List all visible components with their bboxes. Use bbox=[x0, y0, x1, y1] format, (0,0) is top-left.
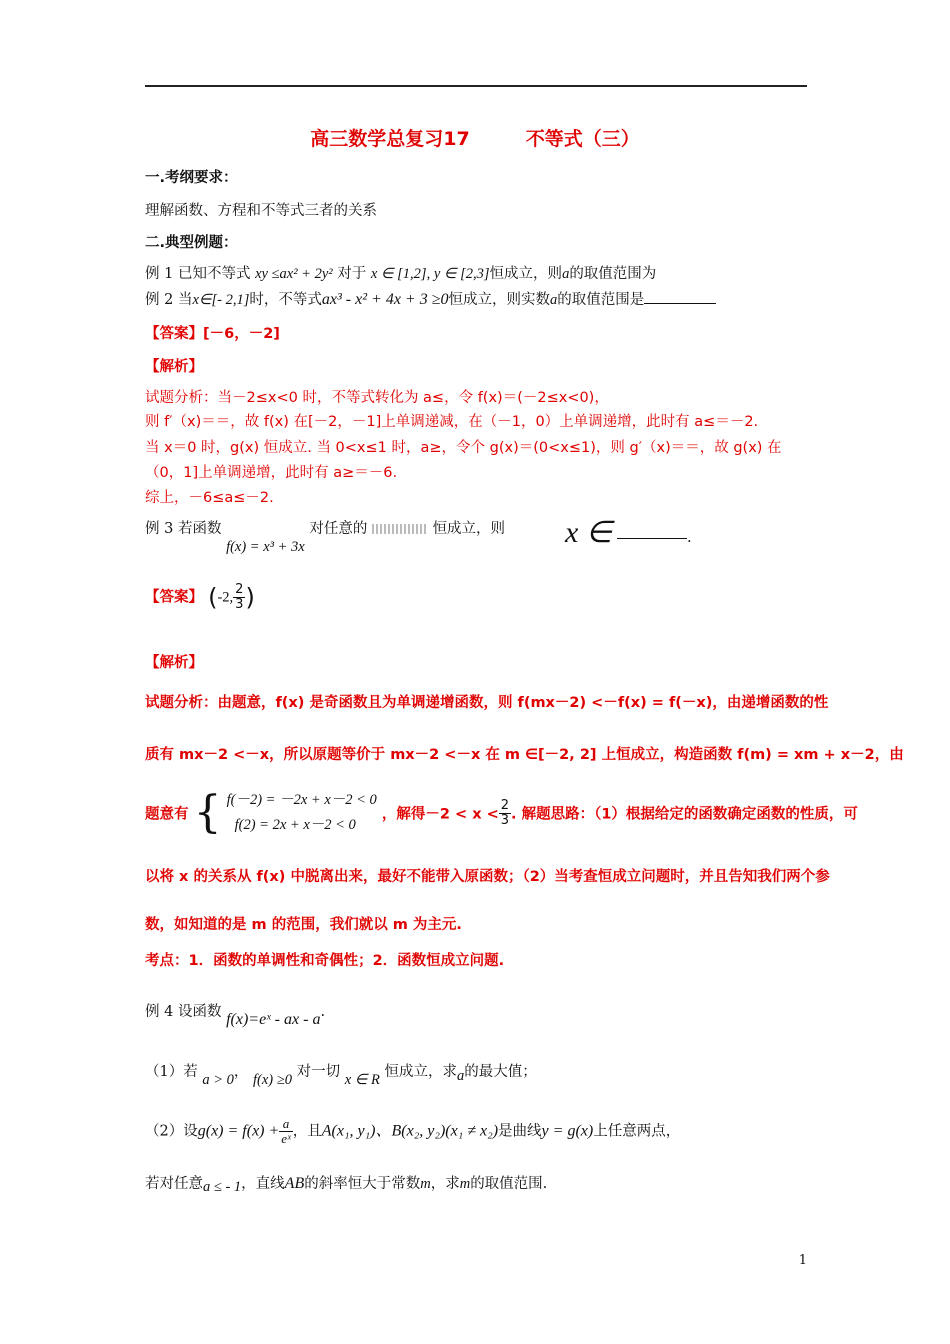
p2-fraction bbox=[279, 1117, 292, 1146]
ex3-answer bbox=[145, 583, 255, 612]
answer-label: 【答案】 bbox=[145, 589, 203, 606]
p1-m1: a > 0 bbox=[202, 1072, 234, 1088]
ex3-after-fraction: . 解题思路：（1）根据给定的函数确定函数的性质，可 bbox=[511, 806, 858, 823]
ex3-math2: x ∈ bbox=[565, 516, 612, 549]
p3-m2: AB bbox=[284, 1175, 305, 1192]
ex2-tail: 的取值范围是 bbox=[557, 292, 645, 308]
ex3-analysis-line-2: 质有 mx－2 <－x，所以原题等价于 mx－2 <－x 在 m ∈[－2, 2] 上恒成立，构造函数 f(m) = xm + x－2，由 bbox=[145, 747, 904, 763]
p2-mid2: 是曲线 bbox=[498, 1123, 542, 1140]
system-eq-1: f(－2) = －2x + x－2 < 0 bbox=[226, 792, 377, 808]
ex2-analysis-line-4: （0，1]上单调递增，此时有 a≥＝－6. bbox=[145, 465, 398, 481]
p3-m3: m bbox=[420, 1176, 431, 1192]
answer-value: [－6，－2] bbox=[203, 326, 280, 342]
p1-tail: 的最大值； bbox=[464, 1064, 537, 1080]
ex3-mid: 对任意的 bbox=[309, 521, 368, 537]
ex2-math3: a bbox=[550, 292, 558, 308]
ex3-analysis-label: 【解析】 bbox=[145, 655, 203, 671]
p1-m3: x ∈ R bbox=[344, 1072, 380, 1088]
ex1-math2: x ∈ [1,2], y ∈ [2,3] bbox=[370, 266, 490, 282]
example3 bbox=[145, 517, 506, 555]
p3-mid3: ，求 bbox=[430, 1176, 460, 1192]
frac-num: 2 bbox=[235, 582, 244, 597]
system-brace: { bbox=[193, 787, 222, 838]
section1-heading: 一.考纲要求： bbox=[145, 170, 238, 186]
answer-blank bbox=[644, 291, 716, 304]
p1-mid2: 恒成立，求 bbox=[384, 1064, 457, 1080]
bound-fraction bbox=[499, 799, 511, 828]
ex3-analysis-line-4: 以将 x 的关系从 f(x) 中脱离出来，最好不能带入原函数；（2）当考查恒成立问题时，并且告知我们两个参 bbox=[145, 869, 830, 885]
p2-m3: y = g(x) bbox=[541, 1122, 594, 1140]
p2-prefix: （2）设 bbox=[145, 1123, 198, 1140]
answer-blank bbox=[617, 537, 687, 539]
frac-num: 2 bbox=[500, 797, 510, 813]
p1-mid: 对一切 bbox=[296, 1064, 341, 1080]
p2-mid: ，且 bbox=[292, 1123, 322, 1140]
p3-m4: m bbox=[459, 1176, 471, 1192]
ex2-analysis-label: 【解析】 bbox=[145, 359, 203, 375]
ex3-analysis-line-1: 试题分析：由题意，f(x) 是奇函数且为单调递增函数，则 f(mx－2) <－f(x) = f(－x)，由递增函数的性 bbox=[145, 695, 829, 711]
ex4-prefix: 例 4 设函数 bbox=[145, 1004, 222, 1020]
title-main: 高三数学总复习17 bbox=[310, 128, 470, 150]
frac-num: a bbox=[279, 1117, 292, 1132]
ex4-math: f(x)=eˣ - ax - a bbox=[226, 1011, 321, 1028]
ex1-prefix: 例 1 已知不等式 bbox=[145, 266, 251, 282]
p3-mid: ，直线 bbox=[241, 1176, 285, 1192]
p2-tail: 上任意两点， bbox=[593, 1123, 681, 1140]
section1-text: 理解函数、方程和不等式三者的关系 bbox=[145, 203, 377, 219]
header-rule bbox=[145, 85, 807, 87]
title-sub: 不等式（三） bbox=[525, 128, 640, 150]
frac-den: 3 bbox=[500, 812, 510, 828]
frac-den: 3 bbox=[235, 597, 244, 612]
answer-label: 【答案】 bbox=[145, 326, 203, 342]
frac-den: eˣ bbox=[281, 1131, 291, 1146]
ex4-part1: （1）若 a > 0， f(x) ≥0 对一切 x ∈ R 恒成立，求a的最大值； bbox=[145, 1064, 537, 1088]
ex2-analysis-line-5: 综上，－6≤a≤－2. bbox=[145, 490, 274, 506]
answer-fraction bbox=[233, 583, 245, 612]
p3-tail: 的取值范围. bbox=[470, 1176, 548, 1192]
ex1-tail: 的取值范围为 bbox=[569, 266, 657, 282]
ex4-tail: . bbox=[320, 1004, 326, 1020]
ex3-line3-prefix: 题意有 bbox=[145, 806, 189, 823]
ex3-analysis-line-5: 数，如知道的是 m 的范围，我们就以 m 为主元. bbox=[145, 917, 462, 933]
ex4-part2 bbox=[145, 1117, 680, 1146]
example1 bbox=[145, 262, 656, 283]
ex1-suffix: 恒成立，则 bbox=[489, 266, 563, 282]
ex2-analysis-line-2: 则 f′（x)＝＝，故 f(x) 在[－2，－1]上单调递减，在（－1，0）上单调递增，此时有 a≤＝－2. bbox=[145, 414, 759, 430]
page-title bbox=[0, 124, 950, 151]
system-eq-2: f(2) = 2x + x－2 < 0 bbox=[234, 817, 356, 833]
ex3-prefix: 例 3 若函数 bbox=[145, 521, 222, 537]
p1-m2: f(x) ≥0 bbox=[253, 1072, 292, 1088]
p1-m4: a bbox=[456, 1068, 465, 1084]
ex4-part3 bbox=[145, 1172, 547, 1193]
paren-right: ) bbox=[245, 583, 255, 612]
section2-heading: 二.典型例题： bbox=[145, 235, 238, 251]
ex2-math1: x∈[- 2,1] bbox=[192, 292, 250, 308]
example4 bbox=[145, 1000, 326, 1028]
paren-left: ( bbox=[208, 583, 218, 612]
ex3-after-system: ，解得－2 < x < bbox=[381, 806, 499, 823]
p2-m2: A(x₁, y₁)、B(x₂, y₂)(x₁ ≠ x₂) bbox=[321, 1122, 499, 1140]
ex1-math1: xy ≤ax² + 2y² bbox=[255, 266, 333, 282]
ex3-tail: . bbox=[687, 530, 692, 546]
ex2-answer bbox=[145, 322, 280, 343]
ex3-math1: f(x) = x³ + 3x bbox=[226, 539, 305, 555]
ex1-mid: 对于 bbox=[337, 266, 367, 282]
ex2-suffix: 恒成立，则实数 bbox=[448, 292, 550, 308]
ex2-mid: 时，不等式 bbox=[249, 292, 322, 308]
ex2-analysis-line-3: 当 x＝0 时，g(x) 恒成立. 当 0<x≤1 时，a≥，令个 g(x)＝(0<x≤1)，则 g′（x)＝＝，故 g(x) 在 bbox=[145, 440, 782, 456]
answer-value-left: -2, bbox=[217, 589, 234, 606]
p1-prefix: （1）若 bbox=[145, 1064, 198, 1080]
ex2-prefix: 例 2 当 bbox=[145, 292, 193, 308]
p3-mid2: 的斜率恒大于常数 bbox=[304, 1176, 421, 1192]
ex3-analysis-line-6: 考点：1．函数的单调性和奇偶性；2．函数恒成立问题. bbox=[145, 953, 505, 969]
ex2-math2: ax³ - x² + 4x + 3 ≥0 bbox=[321, 291, 449, 308]
ex3-analysis-line-3 bbox=[145, 788, 858, 838]
page-number: 1 bbox=[798, 1253, 807, 1268]
p2-m1: g(x) = f(x) + bbox=[197, 1122, 280, 1140]
ex2-analysis-line-1: 试题分析：当－2≤x<0 时，不等式转化为 a≤，令 f(x)＝(－2≤x<0)， bbox=[145, 390, 609, 406]
ex3-blank-area bbox=[565, 515, 692, 550]
equation-system bbox=[227, 788, 377, 838]
ex3-suffix: 恒成立，则 bbox=[432, 521, 506, 537]
example2 bbox=[145, 288, 716, 309]
blurred-formula bbox=[372, 524, 428, 534]
p3-m1: a ≤ - 1 bbox=[203, 1179, 242, 1195]
p3-prefix: 若对任意 bbox=[145, 1176, 203, 1192]
ex1-math3: a bbox=[562, 266, 570, 282]
